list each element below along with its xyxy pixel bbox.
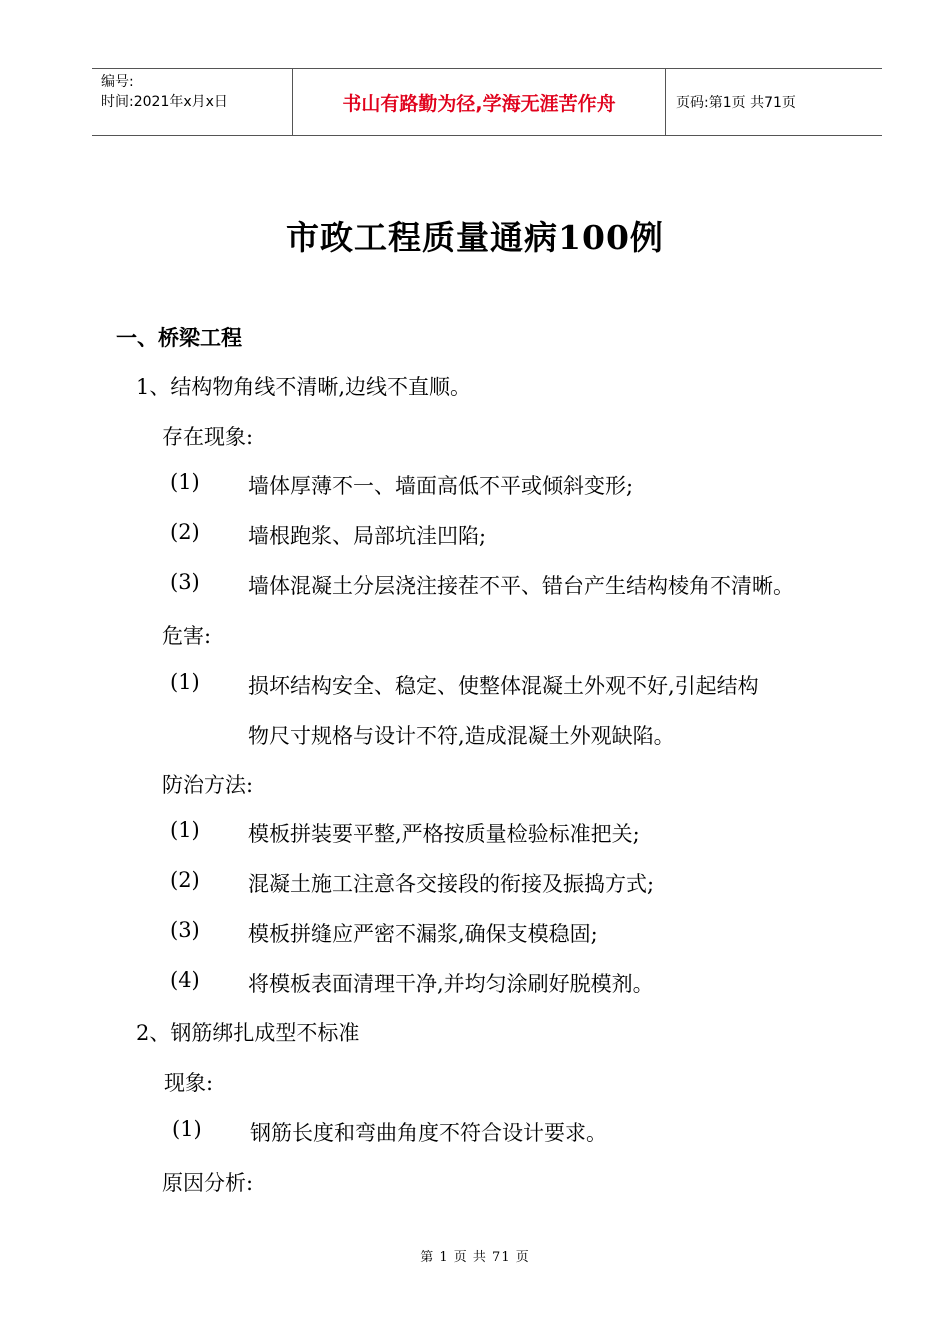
header-meta [92, 69, 293, 135]
list-item: 模板拼缝应严密不漏浆,确保支模稳固; [248, 922, 598, 946]
list-number: (1) [170, 470, 200, 494]
list-number: (3) [170, 570, 200, 594]
section-heading: 一、桥梁工程 [116, 325, 242, 350]
item2-title: 2、钢筋绑扎成型不标准 [136, 1021, 360, 1045]
item1-title: 1、结构物角线不清晰,边线不直顺。 [136, 375, 472, 399]
page-header [92, 68, 882, 136]
list-number: (2) [170, 520, 200, 544]
list-item: 模板拼装要平整,严格按质量检验标准把关; [248, 822, 640, 846]
prevention-label: 防治方法: [162, 773, 254, 797]
phenomenon-label: 存在现象: [162, 425, 254, 449]
list-number: (1) [170, 818, 200, 842]
harm-text-line1: 损坏结构安全、稳定、使整体混凝土外观不好,引起结构 [248, 674, 759, 698]
code-label: 编号: [101, 74, 134, 90]
phenomenon-label-2: 现象: [164, 1071, 214, 1095]
list-item: 墙体混凝土分层浇注接茬不平、错台产生结构棱角不清晰。 [248, 574, 794, 598]
list-item: 墙根跑浆、局部坑洼凹陷; [248, 524, 487, 548]
list-number: (4) [170, 968, 200, 992]
page-footer: 第 1 页 共 71 页 [420, 1250, 530, 1265]
time-label: 时间:2021年x月x日 [101, 94, 228, 110]
list-number: (3) [170, 918, 200, 942]
header-motto: 书山有路勤为径,学海无涯苦作舟 [293, 69, 666, 135]
harm-label: 危害: [162, 624, 212, 648]
list-number: (1) [170, 670, 200, 694]
list-item: 钢筋长度和弯曲角度不符合设计要求。 [250, 1121, 607, 1145]
cause-label: 原因分析: [162, 1171, 254, 1195]
list-item: 混凝土施工注意各交接段的衔接及振捣方式; [248, 872, 655, 896]
list-number: (1) [172, 1117, 202, 1141]
document-title: 市政工程质量通病100例 [286, 218, 664, 257]
list-number: (2) [170, 868, 200, 892]
list-item: 将模板表面清理干净,并均匀涂刷好脱模剂。 [248, 972, 654, 996]
header-page-info: 页码:第1页 共71页 [676, 95, 796, 111]
harm-text-line2: 物尺寸规格与设计不符,造成混凝土外观缺陷。 [248, 724, 675, 748]
list-item: 墙体厚薄不一、墙面高低不平或倾斜变形; [248, 474, 634, 498]
